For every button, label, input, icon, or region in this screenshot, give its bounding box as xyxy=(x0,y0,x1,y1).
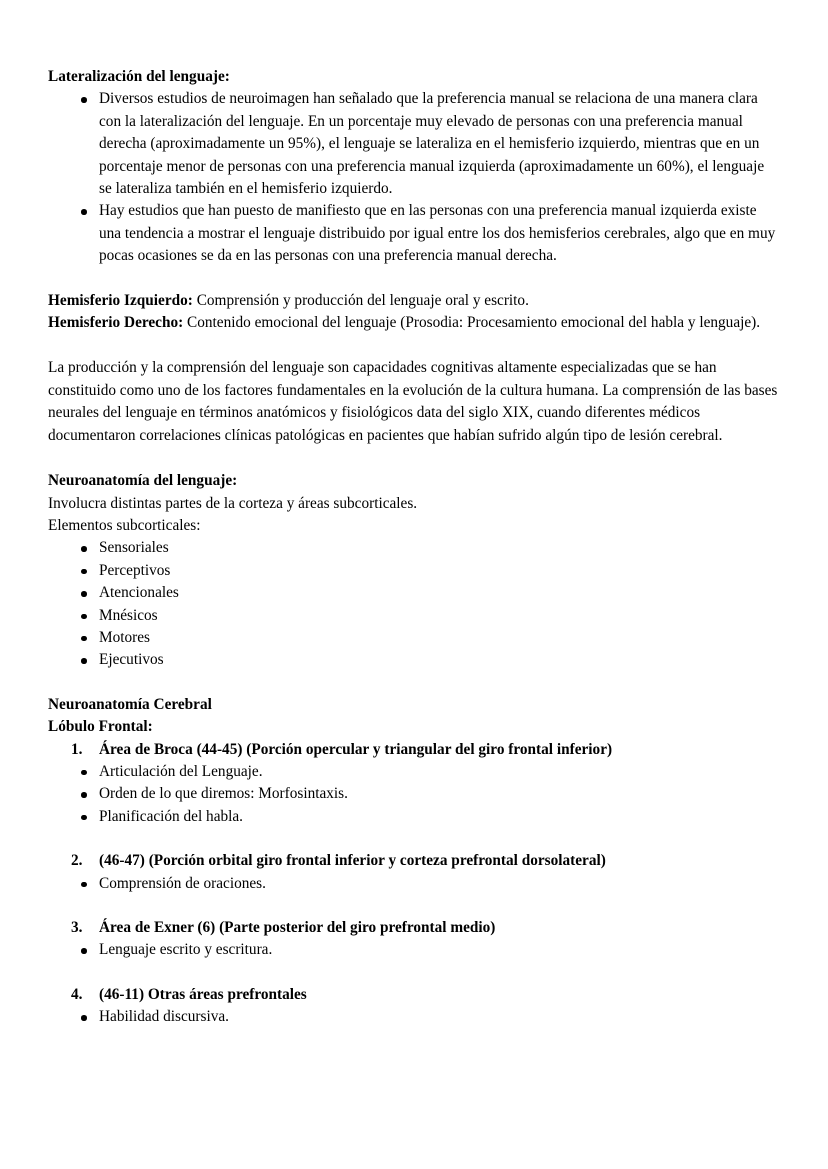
list-item-text: Orden de lo que diremos: Morfosintaxis. xyxy=(99,785,348,803)
bullet-list-area-4 xyxy=(48,1006,780,1028)
numbered-item-area-1 xyxy=(48,739,780,761)
section-neuroanatomia-cerebral xyxy=(48,694,780,1029)
spacer xyxy=(48,447,780,470)
spacer xyxy=(48,828,780,850)
spacer xyxy=(48,334,780,357)
item-number: 1. xyxy=(71,740,83,758)
spacer xyxy=(48,268,780,290)
list-item-text: Mnésicos xyxy=(99,606,158,624)
list-item xyxy=(48,582,780,604)
bullet-list-elementos-subcorticales xyxy=(48,537,780,671)
list-item-text: Atencionales xyxy=(99,584,179,602)
section-heading-neuroanatomia-cerebral: Neuroanatomía Cerebral xyxy=(48,695,212,713)
intro-line-corteza: Involucra distintas partes de la corteza y áreas subcorticales. xyxy=(48,494,418,512)
hemisferio-derecho-text: Contenido emocional del lenguaje (Prosodia: Procesamiento emocional del habla y lenguaje). xyxy=(183,314,761,332)
list-item xyxy=(48,939,780,961)
bullet-list-area-2 xyxy=(48,873,780,895)
section-produccion-comprension xyxy=(48,357,780,447)
list-item xyxy=(48,560,780,582)
numbered-item-area-4 xyxy=(48,984,780,1006)
section-hemisferios xyxy=(48,290,780,335)
hemisferio-izquierdo-label: Hemisferio Izquierdo: xyxy=(48,291,193,309)
list-item xyxy=(48,1006,780,1028)
list-item xyxy=(48,200,780,267)
subheading-lobulo-frontal: Lóbulo Frontal: xyxy=(48,718,153,736)
spacer xyxy=(48,672,780,694)
list-item-text: Habilidad discursiva. xyxy=(99,1008,229,1026)
list-item-text: Lenguaje escrito y escritura. xyxy=(99,941,273,959)
numbered-item-area-2 xyxy=(48,850,780,872)
item-title: Área de Broca (44-45) (Porción opercular y triangular del giro frontal inferior) xyxy=(99,740,613,758)
hemisferio-izquierdo-text: Comprensión y producción del lenguaje oral y escrito. xyxy=(192,291,529,309)
list-item-text: Planificación del habla. xyxy=(99,807,243,825)
bullet-list-lateralizacion xyxy=(48,88,780,267)
item-number: 2. xyxy=(71,852,83,870)
list-item xyxy=(48,605,780,627)
list-item xyxy=(48,537,780,559)
list-item xyxy=(48,649,780,671)
spacer xyxy=(48,895,780,917)
item-title: (46-47) (Porción orbital giro frontal inferior y corteza prefrontal dorsolateral) xyxy=(99,852,606,870)
item-number: 3. xyxy=(71,919,83,936)
bullet-list-area-3 xyxy=(48,939,780,961)
list-item xyxy=(48,761,780,783)
section-neuroanatomia-lenguaje xyxy=(48,470,780,672)
item-title: (46-11) Otras áreas prefrontales xyxy=(99,985,307,1003)
item-title: Área de Exner (6) (Parte posterior del giro prefrontal medio) xyxy=(99,919,496,936)
section-heading-neuroanatomia-lenguaje: Neuroanatomía del lenguaje: xyxy=(48,472,238,490)
item-number: 4. xyxy=(71,985,83,1003)
numbered-item-area-3 xyxy=(48,917,780,939)
list-item-text: Motores xyxy=(99,628,150,646)
hemisferio-izquierdo-line xyxy=(48,290,780,312)
body-paragraph: La producción y la comprensión del lenguaje son capacidades cognitivas altamente especializadas que se han constituido como uno de los factores fundamentales en la evolución de la cultura humana. La comprensión de las bases neurales del lenguaje en términos anatómicos y fisiológicos data del siglo XIX, cuando diferentes médicos documentaron correlaciones clínicas patológicas en pacientes que habían sufrido algún tipo de lesión cerebral. xyxy=(48,359,778,444)
intro-line-elementos: Elementos subcorticales: xyxy=(48,516,201,534)
list-item xyxy=(48,873,780,895)
bullet-list-area-1 xyxy=(48,761,780,828)
list-item xyxy=(48,88,780,200)
list-item-text: Ejecutivos xyxy=(99,651,164,669)
list-item-text: Comprensión de oraciones. xyxy=(99,874,266,892)
section-heading-lateralizacion: Lateralización del lenguaje: xyxy=(48,68,230,85)
spacer xyxy=(48,962,780,984)
list-item-text: Sensoriales xyxy=(99,539,169,557)
list-item xyxy=(48,627,780,649)
list-item-text: Articulación del Lenguaje. xyxy=(99,762,263,780)
list-item-text: Hay estudios que han puesto de manifiesto que en las personas con una preferencia manual izquierda existe una tendencia a mostrar el lenguaje distribuido por igual entre los dos hemisferios cerebrales, algo que en muy pocas ocasiones se da en las personas con una preferencia manual derecha. xyxy=(99,202,776,265)
list-item xyxy=(48,783,780,805)
document-body xyxy=(48,66,780,1029)
list-item xyxy=(48,806,780,828)
list-item-text: Diversos estudios de neuroimagen han señalado que la preferencia manual se relaciona de una manera clara con la lateralización del lenguaje. En un porcentaje muy elevado de personas con una preferencia manual derecha (aproximadamente un 95%), el lenguaje se lateraliza en el hemisferio izquierdo, mientras que en un porcentaje menor de personas con una preferencia manual izquierda (aproximadamente un 60%), el lenguaje se lateraliza también en el hemisferio izquierdo. xyxy=(99,90,765,198)
list-item-text: Perceptivos xyxy=(99,561,171,579)
hemisferio-derecho-label: Hemisferio Derecho: xyxy=(48,314,184,332)
hemisferio-derecho-line xyxy=(48,312,780,334)
section-lateralizacion xyxy=(48,66,780,268)
